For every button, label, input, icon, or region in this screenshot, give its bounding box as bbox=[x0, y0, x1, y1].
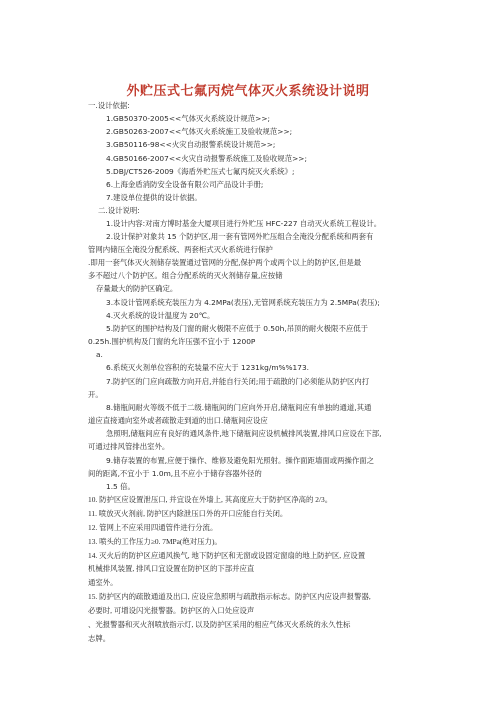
text-line: 存量最大的防护区确定。 bbox=[96, 284, 178, 293]
section-heading-notes: 二.设计说明: bbox=[98, 206, 140, 215]
text-line: 5.DBJ/CT526-2009《海盾外贮压式七氟丙烷灭火系统》; bbox=[106, 167, 295, 176]
text-line: 15. 防护区内的疏散通道及出口, 应设应急照明与疏散指示标志。防护区内应设声报警器, bbox=[88, 592, 371, 601]
text-line: 开。 bbox=[88, 390, 103, 399]
text-line: 4.灭火系统的设计温度为 20℃。 bbox=[106, 311, 215, 320]
text-line: 、光报警器和灭火剂喷放指示灯, 以及防护区采用的相应气体灭火系统的永久性标 bbox=[88, 620, 351, 629]
section-heading-basis: 一.设计依据: bbox=[88, 101, 130, 110]
text-line: 多不超过八个防护区。组合分配系统的灭火剂储存量,应按储 bbox=[88, 271, 283, 280]
text-line: 1.设计内容:对南方博时基金大厦项目进行外贮压 HFC-227 自动灭火系统工程设计。 bbox=[106, 219, 382, 228]
text-line: 13. 喷头的工作压力≥0. 7MPa(绝对压力)。 bbox=[88, 537, 222, 546]
text-line: 5.防护区的围护结构及门窗的耐火极限不应低于 0.50h,吊顶的耐火极限不应低于 bbox=[106, 324, 369, 333]
text-line: 7.防护区的门应向疏散方向开启,并能自行关闭;用于疏散的门必须能从防护区内打 bbox=[106, 377, 370, 386]
text-line: 3.本设计管网系统充装压力为 4.2MPa(表压),无管网系统充装压力为 2.5MPa(表压); bbox=[106, 298, 380, 307]
text-line: .即用一套气体灭火剂储存装置通过管网的分配,保护两个或两个以上的防护区,但是最 bbox=[88, 258, 362, 267]
document-title: 外贮压式七氟丙烷气体灭火系统设计说明 bbox=[126, 84, 370, 99]
text-line: 必要时, 可增设闪光报警器。防护区的入口处应设声 bbox=[88, 606, 255, 615]
text-line: 9.储存装置的布置,应便于操作、维修及避免阳光照射。操作面距墙面或两操作面之 bbox=[106, 456, 375, 465]
text-line: 0.25h.围护机构及门窗的允许压强不宜小于 1200P bbox=[88, 337, 256, 346]
text-line: 机械排风装置, 排风口宜设置在防护区的下部并应直 bbox=[88, 564, 255, 573]
text-line: 志牌。 bbox=[88, 634, 111, 643]
text-line: 间的距离,不宜小于 1.0m,且不应小于储存容器外径的 bbox=[88, 469, 262, 478]
text-line: 2.设计保护对象共 15 个防护区,用一套有管网外贮压组合全淹没分配系统和两套有 bbox=[106, 232, 374, 241]
text-line: 4.GB50166-2007<<火灾自动报警系统施工及验收规范>>; bbox=[106, 154, 307, 163]
text-line: 8.储瓶间耐火等级不低于二级.储瓶间的门应向外开启,储瓶间应有单独的通道,其通 bbox=[106, 403, 372, 412]
text-line: 1.GB50370-2005<<气体灭火系统设计规范>>; bbox=[106, 114, 271, 123]
text-line: 可通过排风管排出室外。 bbox=[88, 442, 170, 451]
text-line: 10. 防护区应设置泄压口, 并宜设在外墙上, 其高度应大于防护区净高的 2/3。 bbox=[88, 495, 333, 504]
text-line: 6.上海金盾消防安全设备有限公司产品设计手册; bbox=[106, 180, 264, 189]
text-line: 7.建设单位提供的设计依据。 bbox=[106, 193, 202, 202]
text-line: 通室外。 bbox=[88, 578, 118, 587]
text-line: 道应直接通向室外或者疏散走到道的出口.储瓶间应设应 bbox=[88, 416, 268, 425]
text-line: 急照明,储瓶间应有良好的通风条件,地下储瓶间应设机械排风装置,排风口应设在下部, bbox=[106, 429, 382, 438]
text-line: a. bbox=[96, 350, 103, 359]
text-line: 14. 灭火后的防护区应通风换气, 地下防护区和无窗或设固定窗扇的地上防护区, 应设置 bbox=[88, 551, 366, 560]
text-line: 管网内储压全淹没分配系统、两套柜式灭火系统进行保护 bbox=[88, 245, 273, 254]
text-line: 3.GB50116-98<<火灾自动报警系统设计规范>>; bbox=[106, 140, 276, 149]
text-line: 2.GB50263-2007<<气体灭火系统施工及验收规范>>; bbox=[106, 127, 293, 136]
text-line: 12. 管网上不应采用四通管件进行分流。 bbox=[88, 523, 218, 532]
text-line: 1.5 倍。 bbox=[106, 482, 135, 491]
text-line: 11. 喷放灭火剂前, 防护区内除泄压口外的开口应能自行关闭。 bbox=[88, 509, 288, 518]
text-line: 6.系统灭火剂单位容积的充装量不应大于 1231kg/m%%173. bbox=[106, 363, 310, 372]
